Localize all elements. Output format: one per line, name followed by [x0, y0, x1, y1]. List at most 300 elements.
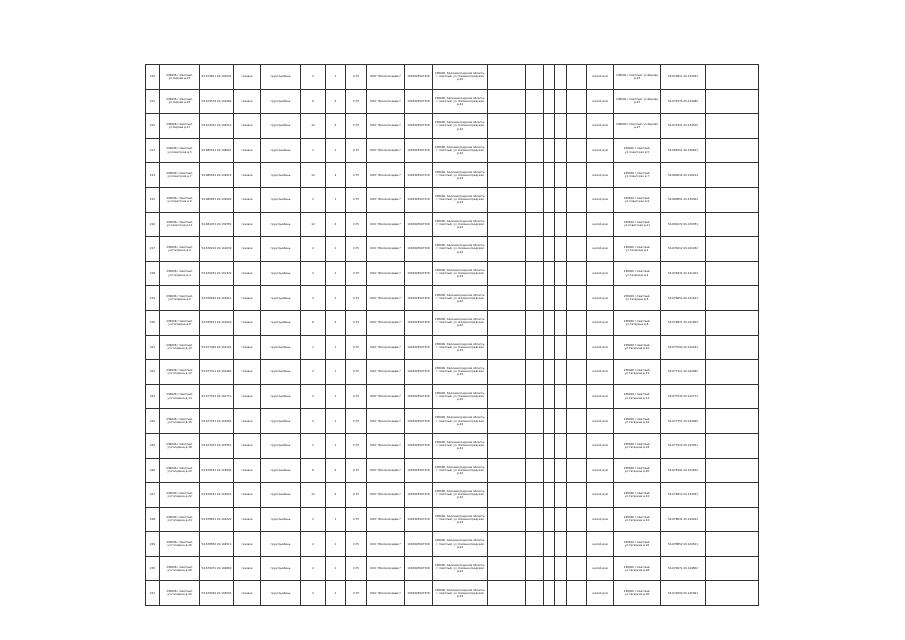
source-coordinates: 54.678631 20.144222 [661, 507, 706, 532]
source-coordinates: 54.678412 20.143931 [661, 483, 706, 508]
site-address: 236006 г.Светлый, ул.Советская д.5 [160, 138, 200, 163]
surface-type: грунт/щебень [261, 286, 301, 311]
empty-cell [706, 65, 759, 90]
empty-cell [544, 409, 555, 434]
site-area: 2 [301, 187, 326, 212]
empty-cell [567, 310, 587, 335]
site-address: 236006 г.Светлый, ул.Гагарина д.8 [160, 310, 200, 335]
empty-cell [555, 360, 567, 385]
empty-cell [567, 212, 587, 237]
container-volume: 0,75 [346, 163, 367, 188]
container-type: газовое [234, 483, 261, 508]
empty-cell [526, 335, 544, 360]
source-kind: жилой дом [587, 384, 614, 409]
empty-cell [544, 483, 555, 508]
container-volume: 0,75 [346, 360, 367, 385]
register-rows [146, 65, 759, 606]
row-number: 219 [146, 286, 160, 311]
table-row [146, 507, 759, 532]
row-number: 225 [146, 433, 160, 458]
row-number: 210 [146, 65, 160, 90]
container-type: газовое [234, 532, 261, 557]
site-area: 12 [301, 163, 326, 188]
empty-cell [567, 138, 587, 163]
source-coordinates: 54.679292 20.145091 [661, 581, 706, 606]
owner-address: 238000, Калининградская область, г. Светлый, ул. Калининградская д.24 [433, 507, 488, 532]
container-count: 1 [326, 532, 346, 557]
owner-address: 238000, Калининградская область, г. Светлый, ул. Калининградская д.24 [433, 187, 488, 212]
site-address: 236006 г.Светлый, ул.Гагарина д.2 [160, 237, 200, 262]
empty-cell [706, 237, 759, 262]
container-type: газовое [234, 433, 261, 458]
site-area: 2 [301, 237, 326, 262]
empty-cell [567, 286, 587, 311]
empty-cell [544, 360, 555, 385]
empty-cell [555, 409, 567, 434]
row-number: 211 [146, 89, 160, 114]
empty-cell [567, 581, 587, 606]
site-address: 236006 г.Светлый, ул.Советская д.11 [160, 212, 200, 237]
row-number: 213 [146, 138, 160, 163]
site-address: 236006 г.Светлый, ул.Гагарина д.30 [160, 581, 200, 606]
owner-address: 238000, Калининградская область, г. Светлый, ул. Калининградская д.24 [433, 581, 488, 606]
owner-ogrn: 1093925007318 [405, 483, 433, 508]
empty-cell [706, 163, 759, 188]
empty-cell [544, 163, 555, 188]
empty-cell [555, 89, 567, 114]
empty-cell [706, 458, 759, 483]
empty-cell [555, 581, 567, 606]
row-number: 217 [146, 237, 160, 262]
container-count: 4 [326, 114, 346, 139]
table-row [146, 261, 759, 286]
owner-ogrn: 1093925007318 [405, 581, 433, 606]
container-volume: 0,75 [346, 507, 367, 532]
source-address: 238000 г.Светлый, ул.Гагарина д.24 [614, 507, 661, 532]
container-type: газовое [234, 507, 261, 532]
site-area: 2 [301, 360, 326, 385]
container-type: газовое [234, 163, 261, 188]
site-coordinates: 54.676652 20.141611 [200, 286, 234, 311]
source-kind: жилой дом [587, 114, 614, 139]
empty-cell [544, 458, 555, 483]
surface-type: грунт/щебень [261, 458, 301, 483]
source-kind: жилой дом [587, 138, 614, 163]
surface-type: грунт/щебень [261, 409, 301, 434]
container-volume: 0,75 [346, 458, 367, 483]
surface-type: грунт/щебень [261, 187, 301, 212]
empty-cell [544, 507, 555, 532]
table-row [146, 581, 759, 606]
empty-cell [706, 187, 759, 212]
empty-cell [706, 409, 759, 434]
source-address: 238000 г.Светлый, ул.Гагарина д.8 [614, 310, 661, 335]
owner-ogrn: 1093925007318 [405, 163, 433, 188]
empty-cell [555, 507, 567, 532]
container-volume: 0,75 [346, 433, 367, 458]
container-type: газовое [234, 65, 261, 90]
source-address: 238000 г.Светлый, ул.Гагарина д.12 [614, 360, 661, 385]
waste-site-register-table [145, 64, 759, 606]
site-coordinates: 54.678852 20.144511 [200, 532, 234, 557]
site-address: 236006 г.Светлый, ул.Гагарина д.16 [160, 409, 200, 434]
empty-cell [555, 532, 567, 557]
site-address: 236006 г.Светлый, ул.Кирова д.23 [160, 65, 200, 90]
source-address: 238000 г.Светлый, ул.Гагарина д.14 [614, 384, 661, 409]
source-coordinates: 54.677972 20.143351 [661, 433, 706, 458]
source-kind: жилой дом [587, 360, 614, 385]
row-number: 218 [146, 261, 160, 286]
surface-type: грунт/щебень [261, 261, 301, 286]
container-type: газовое [234, 114, 261, 139]
empty-cell [555, 335, 567, 360]
surface-type: грунт/щебень [261, 310, 301, 335]
row-number: 212 [146, 114, 160, 139]
source-address: 238000 г.Светлый, ул.Советская д.11 [614, 212, 661, 237]
site-area: 12 [301, 114, 326, 139]
source-address: 238000 г.Светлый, ул.Кирова д.23 [614, 65, 661, 90]
empty-cell [526, 89, 544, 114]
owner-ogrn: 1093925007318 [405, 458, 433, 483]
owner-address: 238000, Калининградская область, г. Светлый, ул. Калининградская д.24 [433, 114, 488, 139]
container-count: 4 [326, 89, 346, 114]
container-count: 1 [326, 556, 346, 581]
site-coordinates: 54.678412 20.143931 [200, 483, 234, 508]
site-coordinates: 54.681072 20.139781 [200, 212, 234, 237]
site-coordinates: 54.676871 20.141902 [200, 310, 234, 335]
empty-cell [567, 556, 587, 581]
empty-cell [706, 261, 759, 286]
source-address: 238000 г.Светлый, ул.Гагарина д.28 [614, 556, 661, 581]
owner-ogrn: 1093925007318 [405, 114, 433, 139]
empty-cell [567, 163, 587, 188]
owner-ogrn: 1093925007318 [405, 556, 433, 581]
surface-type: грунт/щебень [261, 507, 301, 532]
empty-cell [526, 261, 544, 286]
source-address: 238000 г.Светлый, ул.Советская д.5 [614, 138, 661, 163]
empty-cell [544, 237, 555, 262]
container-count: 1 [326, 409, 346, 434]
container-volume: 0,75 [346, 581, 367, 606]
empty-cell [567, 114, 587, 139]
empty-cell [706, 532, 759, 557]
site-coordinates: 54.674576 20.134282 [200, 89, 234, 114]
container-type: газовое [234, 237, 261, 262]
empty-cell [488, 187, 526, 212]
row-number: 215 [146, 187, 160, 212]
empty-cell [706, 433, 759, 458]
source-coordinates: 54.681072 20.139781 [661, 212, 706, 237]
empty-cell [488, 581, 526, 606]
source-address: 238000 г.Светлый, ул.Гагарина д.10 [614, 335, 661, 360]
table-row [146, 187, 759, 212]
source-kind: жилой дом [587, 261, 614, 286]
source-address: 238000 г.Светлый, ул.Гагарина д.16 [614, 409, 661, 434]
empty-cell [526, 581, 544, 606]
row-number: 222 [146, 360, 160, 385]
empty-cell [555, 65, 567, 90]
empty-cell [526, 458, 544, 483]
source-kind: жилой дом [587, 556, 614, 581]
source-coordinates: 54.680851 20.139502 [661, 187, 706, 212]
source-kind: жилой дом [587, 483, 614, 508]
source-kind: жилой дом [587, 65, 614, 90]
owner-address: 238000, Калининградская область, г. Светлый, ул. Калининградская д.24 [433, 384, 488, 409]
owner-address: 238000, Калининградская область, г. Светлый, ул. Калининградская д.24 [433, 483, 488, 508]
site-address: 236006 г.Светлый, ул.Гагарина д.4 [160, 261, 200, 286]
source-kind: жилой дом [587, 532, 614, 557]
source-kind: жилой дом [587, 409, 614, 434]
table-row [146, 286, 759, 311]
site-coordinates: 54.674811 20.134041 [200, 65, 234, 90]
container-type: газовое [234, 212, 261, 237]
site-coordinates: 54.680851 20.139502 [200, 187, 234, 212]
row-number: 223 [146, 384, 160, 409]
site-area: 2 [301, 384, 326, 409]
owner-name: ООО "Жилкомсервис" [367, 532, 405, 557]
empty-cell [567, 532, 587, 557]
row-number: 224 [146, 409, 160, 434]
container-type: газовое [234, 458, 261, 483]
empty-cell [706, 335, 759, 360]
site-coordinates: 54.677972 20.143351 [200, 433, 234, 458]
site-address: 236006 г.Светлый, ул.Кирова д.25 [160, 89, 200, 114]
site-address: 236006 г.Светлый, ул.Гагарина д.28 [160, 556, 200, 581]
empty-cell [544, 384, 555, 409]
site-area: 2 [301, 261, 326, 286]
owner-ogrn: 1093925007318 [405, 212, 433, 237]
empty-cell [544, 581, 555, 606]
site-address: 236006 г.Светлый, ул.Советская д.7 [160, 163, 200, 188]
table-row [146, 556, 759, 581]
owner-address: 238000, Калининградская область, г. Светлый, ул. Калининградская д.24 [433, 433, 488, 458]
source-address: 238000 г.Светлый, ул.Гагарина д.6 [614, 286, 661, 311]
container-volume: 0,75 [346, 483, 367, 508]
site-coordinates: 54.680632 20.139214 [200, 163, 234, 188]
surface-type: грунт/щебень [261, 581, 301, 606]
container-count: 1 [326, 237, 346, 262]
surface-type: грунт/щебень [261, 65, 301, 90]
container-type: газовое [234, 310, 261, 335]
empty-cell [526, 409, 544, 434]
source-coordinates: 54.676431 20.141322 [661, 261, 706, 286]
source-kind: жилой дом [587, 581, 614, 606]
site-area: 1 [301, 433, 326, 458]
source-kind: жилой дом [587, 335, 614, 360]
owner-address: 238000, Калининградская область, г. Светлый, ул. Калининградская д.24 [433, 532, 488, 557]
surface-type: грунт/щебень [261, 556, 301, 581]
source-address: 238000 г.Светлый, ул.Кирова д.25 [614, 89, 661, 114]
owner-name: ООО "Жилкомсервис" [367, 507, 405, 532]
container-count: 1 [326, 384, 346, 409]
container-volume: 0,75 [346, 532, 367, 557]
owner-address: 238000, Калининградская область, г. Светлый, ул. Калининградская д.24 [433, 458, 488, 483]
source-address: 238000 г.Светлый, ул.Гагарина д.30 [614, 581, 661, 606]
container-type: газовое [234, 360, 261, 385]
empty-cell [555, 212, 567, 237]
row-number: 230 [146, 556, 160, 581]
row-number: 214 [146, 163, 160, 188]
empty-cell [706, 89, 759, 114]
site-area: 6 [301, 458, 326, 483]
empty-cell [555, 458, 567, 483]
owner-address: 238000, Калининградская область, г. Светлый, ул. Калининградская д.24 [433, 261, 488, 286]
site-area: 6 [301, 89, 326, 114]
owner-ogrn: 1093925007318 [405, 138, 433, 163]
container-volume: 0,75 [346, 212, 367, 237]
site-area: 12 [301, 483, 326, 508]
surface-type: грунт/щебень [261, 384, 301, 409]
empty-cell [567, 237, 587, 262]
empty-cell [544, 556, 555, 581]
container-volume: 0,75 [346, 114, 367, 139]
empty-cell [544, 286, 555, 311]
empty-cell [488, 458, 526, 483]
empty-cell [544, 89, 555, 114]
owner-name: ООО "Жилкомсервис" [367, 556, 405, 581]
source-kind: жилой дом [587, 507, 614, 532]
site-address: 236006 г.Светлый, ул.Гагарина д.18 [160, 433, 200, 458]
site-address: 236006 г.Светлый, ул.Гагарина д.26 [160, 532, 200, 557]
empty-cell [567, 335, 587, 360]
container-type: газовое [234, 335, 261, 360]
owner-address: 238000, Калининградская область, г. Светлый, ул. Калининградская д.24 [433, 335, 488, 360]
empty-cell [567, 507, 587, 532]
owner-ogrn: 1093925007318 [405, 65, 433, 90]
owner-ogrn: 1093925007318 [405, 261, 433, 286]
empty-cell [567, 65, 587, 90]
row-number: 226 [146, 458, 160, 483]
empty-cell [488, 556, 526, 581]
empty-cell [544, 114, 555, 139]
empty-cell [555, 286, 567, 311]
empty-cell [526, 237, 544, 262]
empty-cell [526, 433, 544, 458]
site-area: 2 [301, 409, 326, 434]
empty-cell [544, 187, 555, 212]
owner-name: ООО "Жилкомсервис" [367, 237, 405, 262]
source-kind: жилой дом [587, 310, 614, 335]
owner-address: 238000, Калининградская область, г. Светлый, ул. Калининградская д.24 [433, 163, 488, 188]
owner-ogrn: 1093925007318 [405, 532, 433, 557]
container-volume: 0,75 [346, 65, 367, 90]
site-area: 1 [301, 335, 326, 360]
empty-cell [544, 212, 555, 237]
site-address: 236006 г.Светлый, ул.Советская д.9 [160, 187, 200, 212]
site-coordinates: 54.678191 20.143642 [200, 458, 234, 483]
empty-cell [488, 532, 526, 557]
source-kind: жилой дом [587, 187, 614, 212]
row-number: 228 [146, 507, 160, 532]
site-coordinates: 54.676431 20.141322 [200, 261, 234, 286]
container-volume: 0,75 [346, 286, 367, 311]
container-type: газовое [234, 409, 261, 434]
source-coordinates: 54.677751 20.143062 [661, 409, 706, 434]
site-address: 236006 г.Светлый, ул.Гагарина д.14 [160, 384, 200, 409]
source-coordinates: 54.677311 20.142482 [661, 360, 706, 385]
owner-ogrn: 1093925007318 [405, 237, 433, 262]
empty-cell [555, 433, 567, 458]
surface-type: грунт/щебень [261, 212, 301, 237]
owner-ogrn: 1093925007318 [405, 433, 433, 458]
source-coordinates: 54.680411 20.138921 [661, 138, 706, 163]
owner-ogrn: 1093925007318 [405, 286, 433, 311]
site-address: 236006 г.Светлый, ул.Гагарина д.22 [160, 483, 200, 508]
container-type: газовое [234, 89, 261, 114]
empty-cell [706, 138, 759, 163]
source-kind: жилой дом [587, 237, 614, 262]
site-coordinates: 54.679292 20.145091 [200, 581, 234, 606]
empty-cell [555, 237, 567, 262]
owner-ogrn: 1093925007318 [405, 384, 433, 409]
surface-type: грунт/щебень [261, 335, 301, 360]
site-area: 2 [301, 581, 326, 606]
source-kind: жилой дом [587, 89, 614, 114]
container-count: 1 [326, 187, 346, 212]
empty-cell [555, 556, 567, 581]
source-coordinates: 54.676871 20.141902 [661, 310, 706, 335]
table-row [146, 384, 759, 409]
owner-address: 238000, Калининградская область, г. Светлый, ул. Калининградская д.24 [433, 89, 488, 114]
empty-cell [706, 360, 759, 385]
container-volume: 0,75 [346, 187, 367, 212]
site-address: 236006 г.Светлый, ул.Гагарина д.6 [160, 286, 200, 311]
empty-cell [706, 212, 759, 237]
empty-cell [544, 335, 555, 360]
surface-type: грунт/щебень [261, 89, 301, 114]
container-count: 1 [326, 65, 346, 90]
row-number: 229 [146, 532, 160, 557]
site-coordinates: 54.679071 20.144802 [200, 556, 234, 581]
source-coordinates: 54.674321 20.134512 [661, 114, 706, 139]
source-address: 238000 г.Светлый, ул.Советская д.9 [614, 187, 661, 212]
site-area: 2 [301, 286, 326, 311]
empty-cell [544, 138, 555, 163]
empty-cell [544, 433, 555, 458]
empty-cell [706, 114, 759, 139]
container-type: газовое [234, 138, 261, 163]
row-number: 231 [146, 581, 160, 606]
container-count: 1 [326, 581, 346, 606]
empty-cell [488, 114, 526, 139]
empty-cell [526, 483, 544, 508]
source-address: 238000 г.Светлый, ул.Советская д.7 [614, 163, 661, 188]
site-coordinates: 54.676212 20.141032 [200, 237, 234, 262]
owner-name: ООО "Жилкомсервис" [367, 433, 405, 458]
empty-cell [544, 532, 555, 557]
empty-cell [567, 261, 587, 286]
empty-cell [706, 581, 759, 606]
empty-cell [526, 360, 544, 385]
source-kind: жилой дом [587, 286, 614, 311]
empty-cell [706, 286, 759, 311]
source-coordinates: 54.676212 20.141032 [661, 237, 706, 262]
container-count: 4 [326, 483, 346, 508]
table-row [146, 138, 759, 163]
owner-address: 238000, Калининградская область, г. Светлый, ул. Калининградская д.24 [433, 286, 488, 311]
owner-ogrn: 1093925007318 [405, 335, 433, 360]
owner-name: ООО "Жилкомсервис" [367, 163, 405, 188]
owner-address: 238000, Калининградская область, г. Светлый, ул. Калининградская д.24 [433, 409, 488, 434]
empty-cell [567, 89, 587, 114]
owner-ogrn: 1093925007318 [405, 310, 433, 335]
source-coordinates: 54.674576 20.134282 [661, 89, 706, 114]
owner-name: ООО "Жилкомсервис" [367, 261, 405, 286]
source-coordinates: 54.678191 20.143642 [661, 458, 706, 483]
owner-address: 238000, Калининградская область, г. Светлый, ул. Калининградская д.24 [433, 138, 488, 163]
source-address: 238000 г.Светлый, ул.Кирова д.27 [614, 114, 661, 139]
empty-cell [526, 187, 544, 212]
